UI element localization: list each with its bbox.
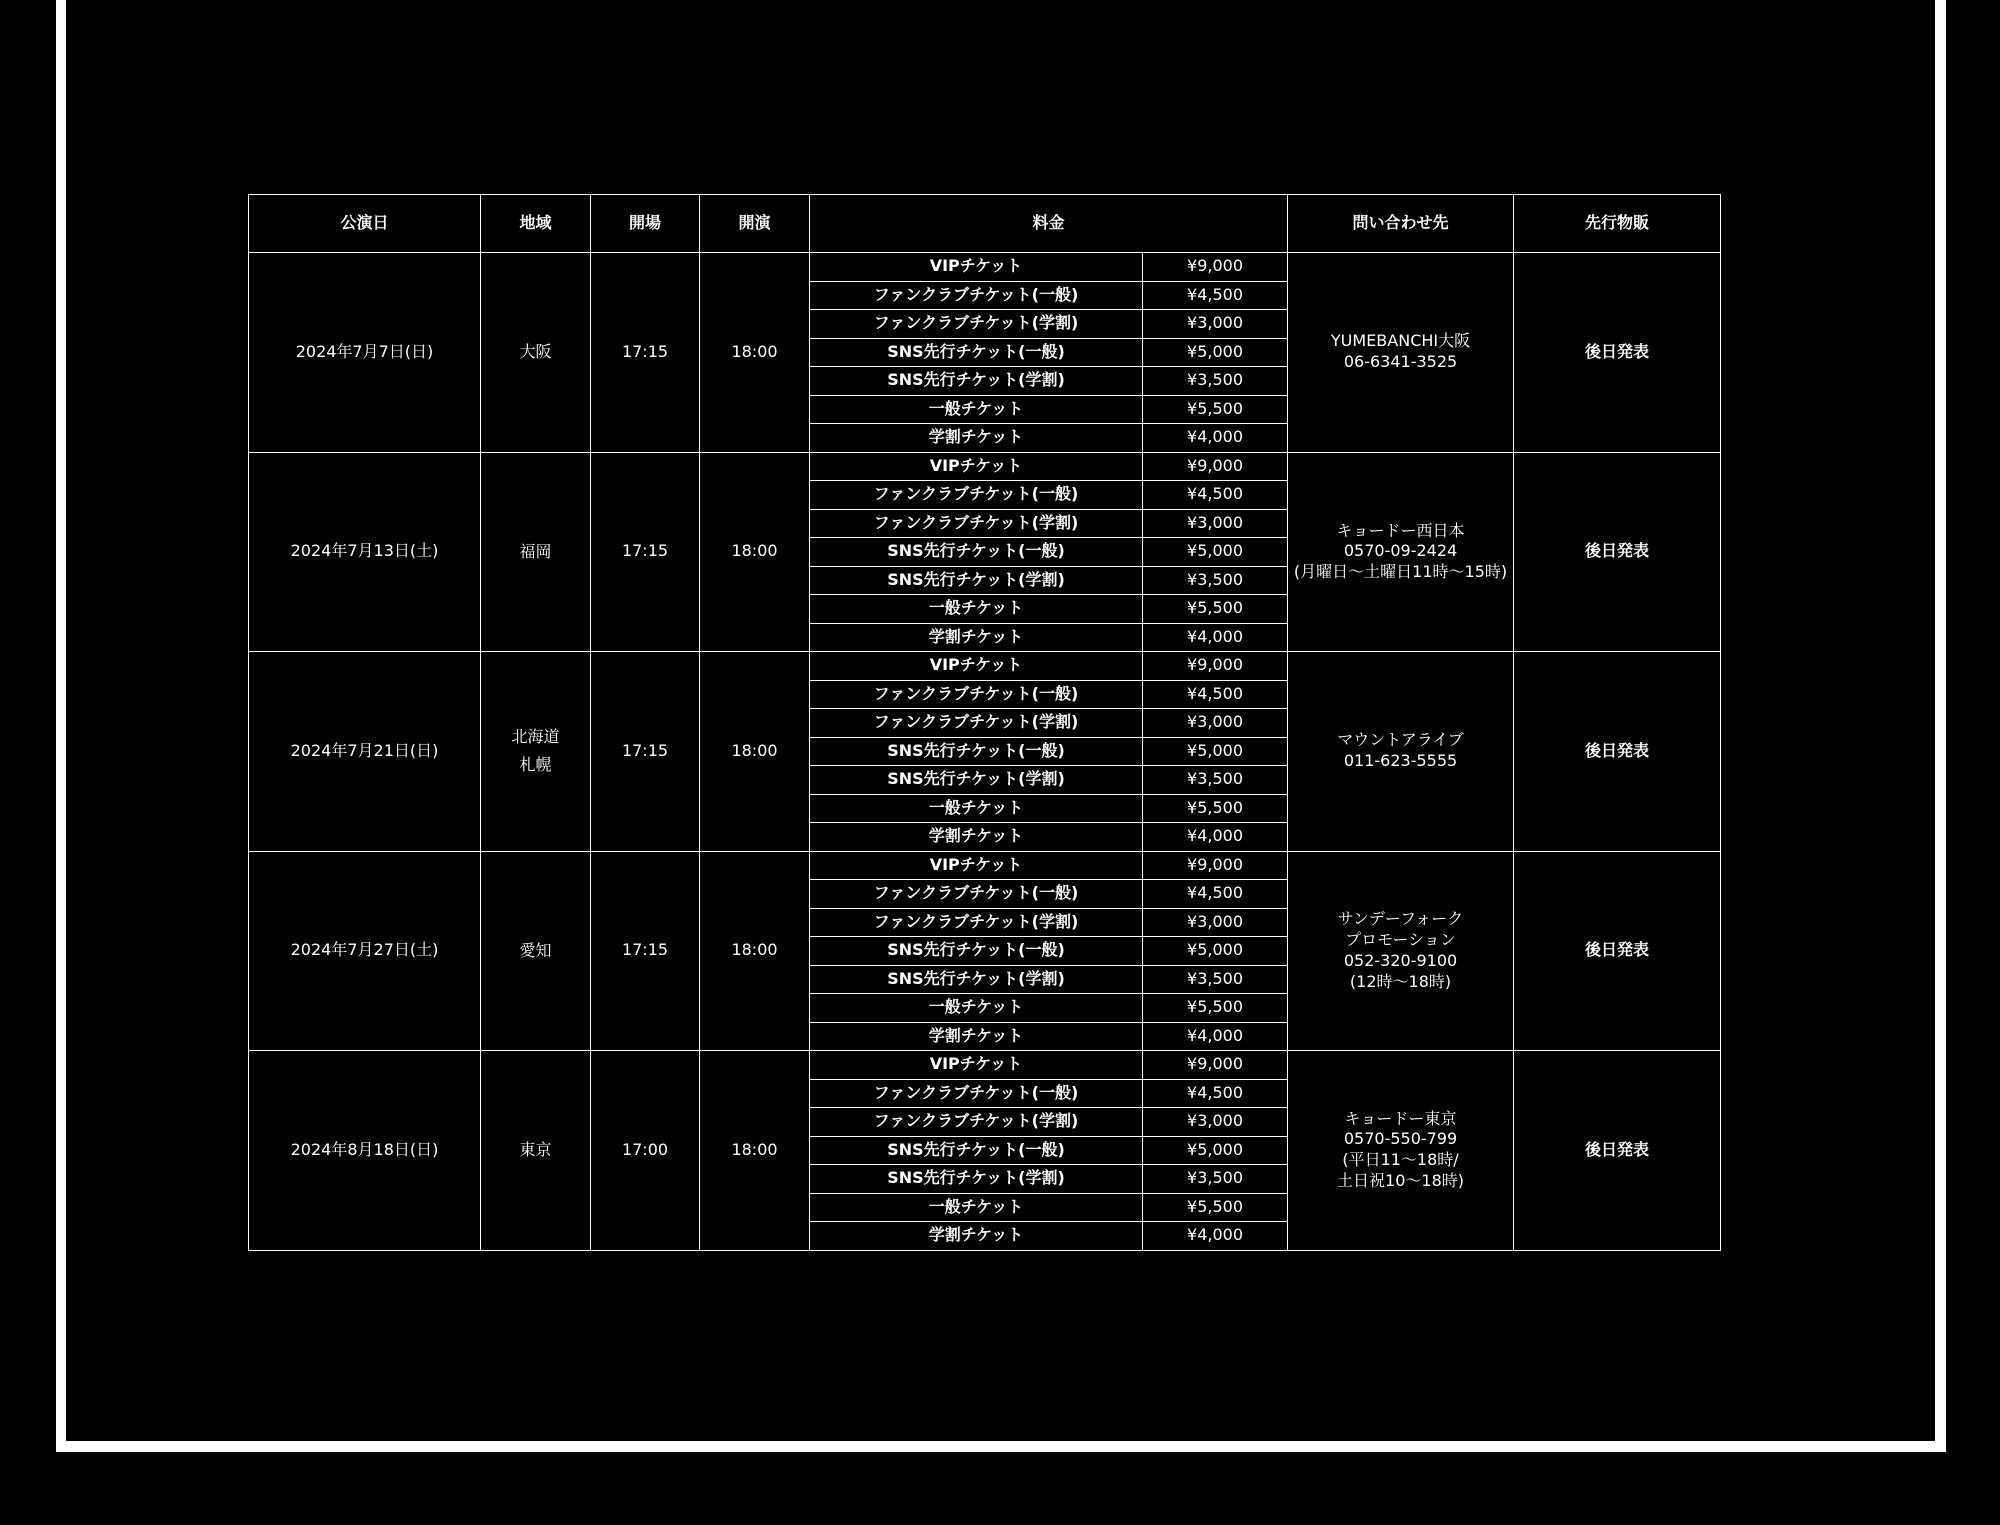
ticket-type: 一般チケット <box>810 1193 1143 1222</box>
ticket-price: ¥5,000 <box>1143 338 1288 367</box>
performance-region <box>481 851 591 1051</box>
ticket-price: ¥3,500 <box>1143 1165 1288 1194</box>
merch-info: 後日発表 <box>1514 1051 1721 1251</box>
ticket-type: ファンクラブチケット(一般) <box>810 481 1143 510</box>
ticket-price: ¥5,500 <box>1143 994 1288 1023</box>
header-start: 開演 <box>700 195 810 253</box>
ticket-type: 一般チケット <box>810 994 1143 1023</box>
ticket-row <box>249 652 1721 681</box>
contact-line: マウントアライブ <box>1337 730 1464 750</box>
region-line: 大阪 <box>519 342 552 362</box>
ticket-type: SNS先行チケット(一般) <box>810 338 1143 367</box>
door-open-time: 17:15 <box>591 452 700 652</box>
door-open-time: 17:15 <box>591 652 700 852</box>
ticket-type: SNS先行チケット(一般) <box>810 937 1143 966</box>
frame-left-border <box>56 0 66 1452</box>
contact-line: 052-320-9100 <box>1343 950 1458 970</box>
ticket-price: ¥5,500 <box>1143 595 1288 624</box>
ticket-price: ¥5,000 <box>1143 937 1288 966</box>
ticket-row <box>249 851 1721 880</box>
performance-region <box>481 1051 591 1251</box>
ticket-price: ¥5,500 <box>1143 395 1288 424</box>
ticket-price: ¥9,000 <box>1143 253 1288 282</box>
ticket-price: ¥4,000 <box>1143 623 1288 652</box>
ticket-price: ¥3,500 <box>1143 566 1288 595</box>
merch-info: 後日発表 <box>1514 851 1721 1051</box>
performance-date: 2024年8月18日(日) <box>249 1051 481 1251</box>
schedule-body <box>249 253 1721 1251</box>
ticket-type: SNS先行チケット(学割) <box>810 965 1143 994</box>
header-open: 開場 <box>591 195 700 253</box>
ticket-type: SNS先行チケット(学割) <box>810 766 1143 795</box>
performance-region <box>481 452 591 652</box>
contact-info <box>1288 652 1514 852</box>
ticket-type: SNS先行チケット(学割) <box>810 566 1143 595</box>
ticket-type: VIPチケット <box>810 652 1143 681</box>
region-line: 北海道 <box>511 727 560 747</box>
ticket-price: ¥4,500 <box>1143 680 1288 709</box>
contact-line: 011-623-5555 <box>1343 751 1458 771</box>
ticket-type: ファンクラブチケット(学割) <box>810 310 1143 339</box>
frame-bottom-border <box>56 1441 1946 1452</box>
performance-date: 2024年7月7日(日) <box>249 253 481 453</box>
contact-line: キョードー西日本 <box>1336 520 1465 540</box>
show-start-time: 18:00 <box>700 253 810 453</box>
ticket-price: ¥4,000 <box>1143 424 1288 453</box>
contact-line: 0570-09-2424 <box>1343 541 1458 561</box>
ticket-type: 学割チケット <box>810 823 1143 852</box>
ticket-price: ¥3,000 <box>1143 709 1288 738</box>
ticket-price: ¥9,000 <box>1143 652 1288 681</box>
contact-line: プロモーション <box>1345 929 1456 949</box>
ticket-type: 学割チケット <box>810 1222 1143 1251</box>
ticket-price: ¥5,000 <box>1143 737 1288 766</box>
ticket-type: 学割チケット <box>810 623 1143 652</box>
ticket-type: ファンクラブチケット(一般) <box>810 1079 1143 1108</box>
contact-info <box>1288 1051 1514 1251</box>
ticket-type: SNS先行チケット(学割) <box>810 1165 1143 1194</box>
header-price: 料金 <box>810 195 1288 253</box>
region-line: 札幌 <box>519 755 552 775</box>
ticket-type: SNS先行チケット(一般) <box>810 1136 1143 1165</box>
contact-line: サンデーフォーク <box>1337 909 1464 929</box>
ticket-price: ¥3,000 <box>1143 310 1288 339</box>
door-open-time: 17:00 <box>591 1051 700 1251</box>
ticket-price: ¥3,000 <box>1143 908 1288 937</box>
region-line: 福岡 <box>519 541 552 561</box>
ticket-type: 一般チケット <box>810 395 1143 424</box>
ticket-type: VIPチケット <box>810 851 1143 880</box>
contact-info <box>1288 253 1514 453</box>
ticket-price: ¥3,000 <box>1143 509 1288 538</box>
ticket-price: ¥3,500 <box>1143 367 1288 396</box>
frame-right-border <box>1935 0 1946 1452</box>
show-start-time: 18:00 <box>700 652 810 852</box>
ticket-type: VIPチケット <box>810 253 1143 282</box>
door-open-time: 17:15 <box>591 253 700 453</box>
ticket-price: ¥3,500 <box>1143 965 1288 994</box>
ticket-type: ファンクラブチケット(学割) <box>810 908 1143 937</box>
ticket-price: ¥9,000 <box>1143 452 1288 481</box>
ticket-price: ¥3,000 <box>1143 1108 1288 1137</box>
ticket-type: SNS先行チケット(学割) <box>810 367 1143 396</box>
performance-date: 2024年7月27日(土) <box>249 851 481 1051</box>
ticket-type: ファンクラブチケット(学割) <box>810 1108 1143 1137</box>
ticket-row <box>249 253 1721 282</box>
ticket-type: 一般チケット <box>810 595 1143 624</box>
ticket-price: ¥5,000 <box>1143 1136 1288 1165</box>
ticket-type: 学割チケット <box>810 1022 1143 1051</box>
ticket-price: ¥4,000 <box>1143 1022 1288 1051</box>
contact-info <box>1288 452 1514 652</box>
contact-line: (平日11〜18時/ <box>1342 1150 1459 1170</box>
ticket-type: ファンクラブチケット(学割) <box>810 709 1143 738</box>
performance-region <box>481 253 591 453</box>
performance-region <box>481 652 591 852</box>
ticket-type: SNS先行チケット(一般) <box>810 538 1143 567</box>
show-start-time: 18:00 <box>700 452 810 652</box>
door-open-time: 17:15 <box>591 851 700 1051</box>
ticket-type: ファンクラブチケット(学割) <box>810 509 1143 538</box>
performance-date: 2024年7月13日(土) <box>249 452 481 652</box>
contact-line: (12時〜18時) <box>1349 971 1452 991</box>
contact-line: 0570-550-799 <box>1343 1129 1458 1149</box>
ticket-type: ファンクラブチケット(一般) <box>810 880 1143 909</box>
ticket-type: VIPチケット <box>810 452 1143 481</box>
show-start-time: 18:00 <box>700 1051 810 1251</box>
contact-line: (月曜日〜土曜日11時〜15時) <box>1293 562 1508 582</box>
ticket-price: ¥9,000 <box>1143 851 1288 880</box>
ticket-price: ¥5,500 <box>1143 1193 1288 1222</box>
ticket-price: ¥4,000 <box>1143 1222 1288 1251</box>
ticket-price: ¥4,000 <box>1143 823 1288 852</box>
contact-line: 06-6341-3525 <box>1343 352 1458 372</box>
ticket-price: ¥5,000 <box>1143 538 1288 567</box>
performance-date: 2024年7月21日(日) <box>249 652 481 852</box>
ticket-type: 一般チケット <box>810 794 1143 823</box>
region-line: 東京 <box>519 1140 552 1160</box>
contact-line: キョードー東京 <box>1344 1108 1457 1128</box>
tour-schedule-table <box>248 194 1721 1251</box>
ticket-price: ¥4,500 <box>1143 481 1288 510</box>
header-region: 地域 <box>481 195 591 253</box>
show-start-time: 18:00 <box>700 851 810 1051</box>
header-contact: 問い合わせ先 <box>1288 195 1514 253</box>
merch-info: 後日発表 <box>1514 452 1721 652</box>
ticket-price: ¥9,000 <box>1143 1051 1288 1080</box>
ticket-type: VIPチケット <box>810 1051 1143 1080</box>
ticket-type: 学割チケット <box>810 424 1143 453</box>
ticket-price: ¥4,500 <box>1143 281 1288 310</box>
ticket-price: ¥4,500 <box>1143 880 1288 909</box>
header-merch: 先行物販 <box>1514 195 1721 253</box>
contact-line: 土日祝10〜18時) <box>1337 1171 1464 1191</box>
merch-info: 後日発表 <box>1514 253 1721 453</box>
ticket-price: ¥4,500 <box>1143 1079 1288 1108</box>
contact-line: YUMEBANCHI大阪 <box>1330 331 1471 351</box>
ticket-type: ファンクラブチケット(一般) <box>810 680 1143 709</box>
contact-info <box>1288 851 1514 1051</box>
header-row <box>249 195 1721 253</box>
ticket-price: ¥3,500 <box>1143 766 1288 795</box>
ticket-price: ¥5,500 <box>1143 794 1288 823</box>
header-date: 公演日 <box>249 195 481 253</box>
ticket-type: SNS先行チケット(一般) <box>810 737 1143 766</box>
region-line: 愛知 <box>519 940 552 960</box>
ticket-row <box>249 452 1721 481</box>
ticket-row <box>249 1051 1721 1080</box>
ticket-type: ファンクラブチケット(一般) <box>810 281 1143 310</box>
merch-info: 後日発表 <box>1514 652 1721 852</box>
